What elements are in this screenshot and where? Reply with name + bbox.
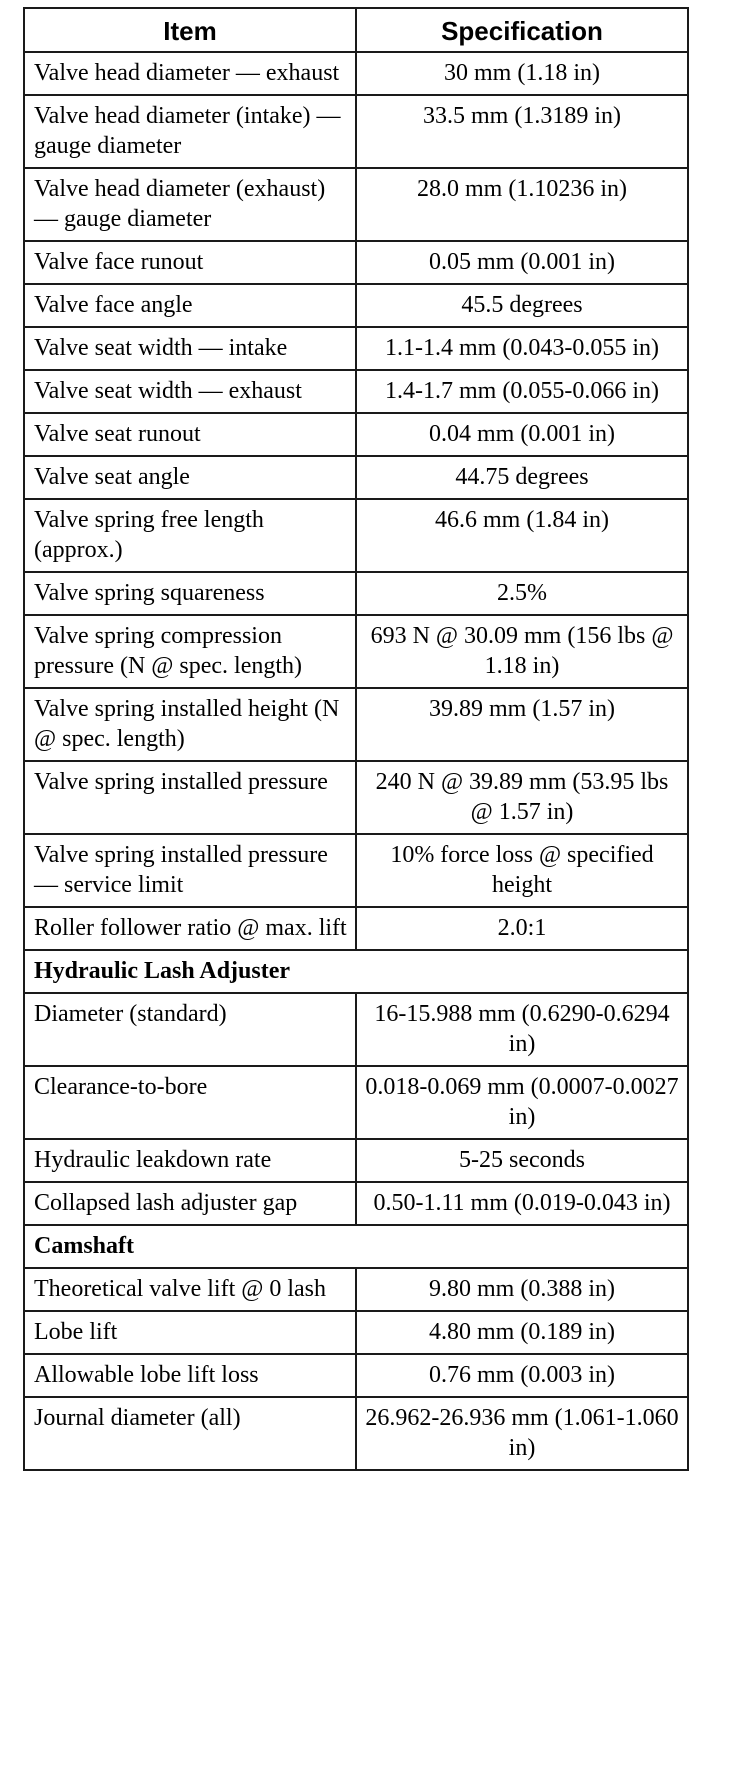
spec-cell: 46.6 mm (1.84 in) (356, 499, 688, 572)
item-cell: Valve spring installed pressure (24, 761, 356, 834)
spec-cell: 10% force loss @ specified height (356, 834, 688, 907)
item-cell: Lobe lift (24, 1311, 356, 1354)
section-header-row (24, 1225, 688, 1268)
item-cell: Valve seat angle (24, 456, 356, 499)
spec-cell: 693 N @ 30.09 mm (156 lbs @ 1.18 in) (356, 615, 688, 688)
section-title-hydraulic-lash-adjuster: Hydraulic Lash Adjuster (24, 950, 688, 993)
table-row (24, 456, 688, 499)
item-cell: Journal diameter (all) (24, 1397, 356, 1470)
item-cell: Valve seat runout (24, 413, 356, 456)
table-row (24, 95, 688, 168)
table-row (24, 993, 688, 1066)
spec-cell: 30 mm (1.18 in) (356, 52, 688, 95)
item-cell: Valve spring installed pressure — service limit (24, 834, 356, 907)
table-header-row (24, 8, 688, 52)
table-row (24, 327, 688, 370)
spec-cell: 5-25 seconds (356, 1139, 688, 1182)
table-row (24, 1397, 688, 1470)
spec-cell: 16-15.988 mm (0.6290-0.6294 in) (356, 993, 688, 1066)
section-header-row (24, 950, 688, 993)
spec-cell: 2.0:1 (356, 907, 688, 950)
item-cell: Valve spring squareness (24, 572, 356, 615)
item-cell: Hydraulic leakdown rate (24, 1139, 356, 1182)
item-cell: Valve head diameter — exhaust (24, 52, 356, 95)
item-cell: Roller follower ratio @ max. lift (24, 907, 356, 950)
item-cell: Valve seat width — exhaust (24, 370, 356, 413)
spec-cell: 26.962-26.936 mm (1.061-1.060 in) (356, 1397, 688, 1470)
item-cell: Valve face angle (24, 284, 356, 327)
spec-cell: 1.4-1.7 mm (0.055-0.066 in) (356, 370, 688, 413)
table-row (24, 761, 688, 834)
table-row (24, 615, 688, 688)
spec-cell: 39.89 mm (1.57 in) (356, 688, 688, 761)
table-row (24, 688, 688, 761)
table-row (24, 413, 688, 456)
table-row (24, 1066, 688, 1139)
table-row (24, 284, 688, 327)
table-row (24, 1354, 688, 1397)
item-cell: Allowable lobe lift loss (24, 1354, 356, 1397)
spec-cell: 9.80 mm (0.388 in) (356, 1268, 688, 1311)
spec-cell: 0.018-0.069 mm (0.0007-0.0027 in) (356, 1066, 688, 1139)
item-cell: Clearance-to-bore (24, 1066, 356, 1139)
table-row (24, 907, 688, 950)
table-row (24, 499, 688, 572)
table-row (24, 1268, 688, 1311)
spec-cell: 4.80 mm (0.189 in) (356, 1311, 688, 1354)
spec-cell: 33.5 mm (1.3189 in) (356, 95, 688, 168)
table-row (24, 572, 688, 615)
item-cell: Valve spring free length (approx.) (24, 499, 356, 572)
item-column-header: Item (24, 8, 356, 52)
spec-cell: 240 N @ 39.89 mm (53.95 lbs @ 1.57 in) (356, 761, 688, 834)
spec-cell: 0.76 mm (0.003 in) (356, 1354, 688, 1397)
table-row (24, 370, 688, 413)
table-row (24, 834, 688, 907)
item-cell: Valve seat width — intake (24, 327, 356, 370)
section-title-camshaft: Camshaft (24, 1225, 688, 1268)
table-row (24, 168, 688, 241)
item-cell: Valve face runout (24, 241, 356, 284)
spec-cell: 0.05 mm (0.001 in) (356, 241, 688, 284)
spec-cell: 28.0 mm (1.10236 in) (356, 168, 688, 241)
item-cell: Valve spring compression pressure (N @ spec. length) (24, 615, 356, 688)
item-cell: Collapsed lash adjuster gap (24, 1182, 356, 1225)
specification-column-header: Specification (356, 8, 688, 52)
item-cell: Diameter (standard) (24, 993, 356, 1066)
table-row (24, 241, 688, 284)
table-row (24, 52, 688, 95)
spec-cell: 1.1-1.4 mm (0.043-0.055 in) (356, 327, 688, 370)
table-row (24, 1182, 688, 1225)
item-cell: Valve head diameter (intake) — gauge diameter (24, 95, 356, 168)
item-cell: Valve spring installed height (N @ spec. length) (24, 688, 356, 761)
item-cell: Valve head diameter (exhaust) — gauge diameter (24, 168, 356, 241)
spec-cell: 0.50-1.11 mm (0.019-0.043 in) (356, 1182, 688, 1225)
specification-table (23, 7, 689, 1471)
spec-cell: 44.75 degrees (356, 456, 688, 499)
table-row (24, 1139, 688, 1182)
item-cell: Theoretical valve lift @ 0 lash (24, 1268, 356, 1311)
spec-cell: 0.04 mm (0.001 in) (356, 413, 688, 456)
spec-cell: 45.5 degrees (356, 284, 688, 327)
spec-cell: 2.5% (356, 572, 688, 615)
table-row (24, 1311, 688, 1354)
